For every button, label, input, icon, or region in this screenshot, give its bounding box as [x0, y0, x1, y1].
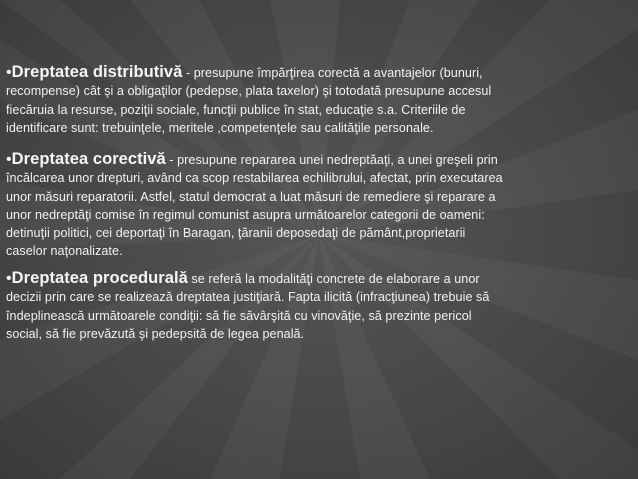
paragraph-text: - presupune împărţirea corectă a avantajelor (bunuri,	[182, 66, 483, 80]
paragraph-line: unor măsuri reparatorii. Astfel, statul democrat a luat măsuri de remediere şi reparare a	[6, 189, 496, 204]
paragraph-text: - presupune repararea unei nedreptăaţi, a unei greşeli prin	[165, 153, 498, 167]
paragraph-corrective-justice	[6, 150, 632, 261]
paragraph-line: social, să fie prevăzută şi pedepsită de legea penală.	[6, 326, 305, 341]
term-heading: Dreptatea procedurală	[11, 269, 188, 287]
paragraph-line	[6, 150, 632, 169]
paragraph-line: încălcarea unor drepturi, având ca scop restabilarea echilibrului, afectat, prin executarea	[6, 171, 503, 186]
bullet: •	[6, 270, 12, 287]
paragraph-line: îndeplinească următoarele condiţii: să fie săvârşită cu vinovăţie, să prezinte pericol	[6, 308, 472, 323]
paragraph-line: identificare sunt: trebuinţele, meritele ,competenţele sau calităţile personale.	[6, 120, 434, 135]
paragraph-line: decizii prin care se realizează dreptatea justiţiară. Fapta ilicită (infracţiunea) trebuie să	[6, 290, 490, 305]
bullet: •	[6, 151, 12, 168]
paragraph-line: caselor naţonalizate.	[6, 244, 123, 259]
bullet: •	[6, 64, 12, 81]
paragraph-distributive-justice	[6, 63, 632, 137]
paragraph-line: recompense) cât şi a obligaţilor (pedepse, plata taxelor) şi totodată presupune accesul	[6, 84, 492, 99]
paragraph-line: unor nedreptăţi comise în regimul comunist asupra următoarelor categorii de oameni:	[6, 207, 485, 222]
term-heading: Dreptatea distributivă	[11, 63, 183, 81]
term-heading: Dreptatea corectivă	[11, 150, 166, 168]
paragraph-line	[6, 269, 632, 288]
paragraph-line: detinuţii politici, cei deportaţi în Baragan, ţăranii deposedaţi de pământ,proprietarii	[6, 226, 466, 241]
paragraph-procedural-justice	[6, 269, 632, 343]
paragraph-line	[6, 63, 632, 82]
paragraph-line: fiecăruia la resurse, poziţii sociale, funcţii publice în stat, educaţie s.a. Criteriile de	[6, 102, 466, 117]
paragraph-text: se referă la modalităţi concrete de elaborare a unor	[187, 272, 480, 286]
